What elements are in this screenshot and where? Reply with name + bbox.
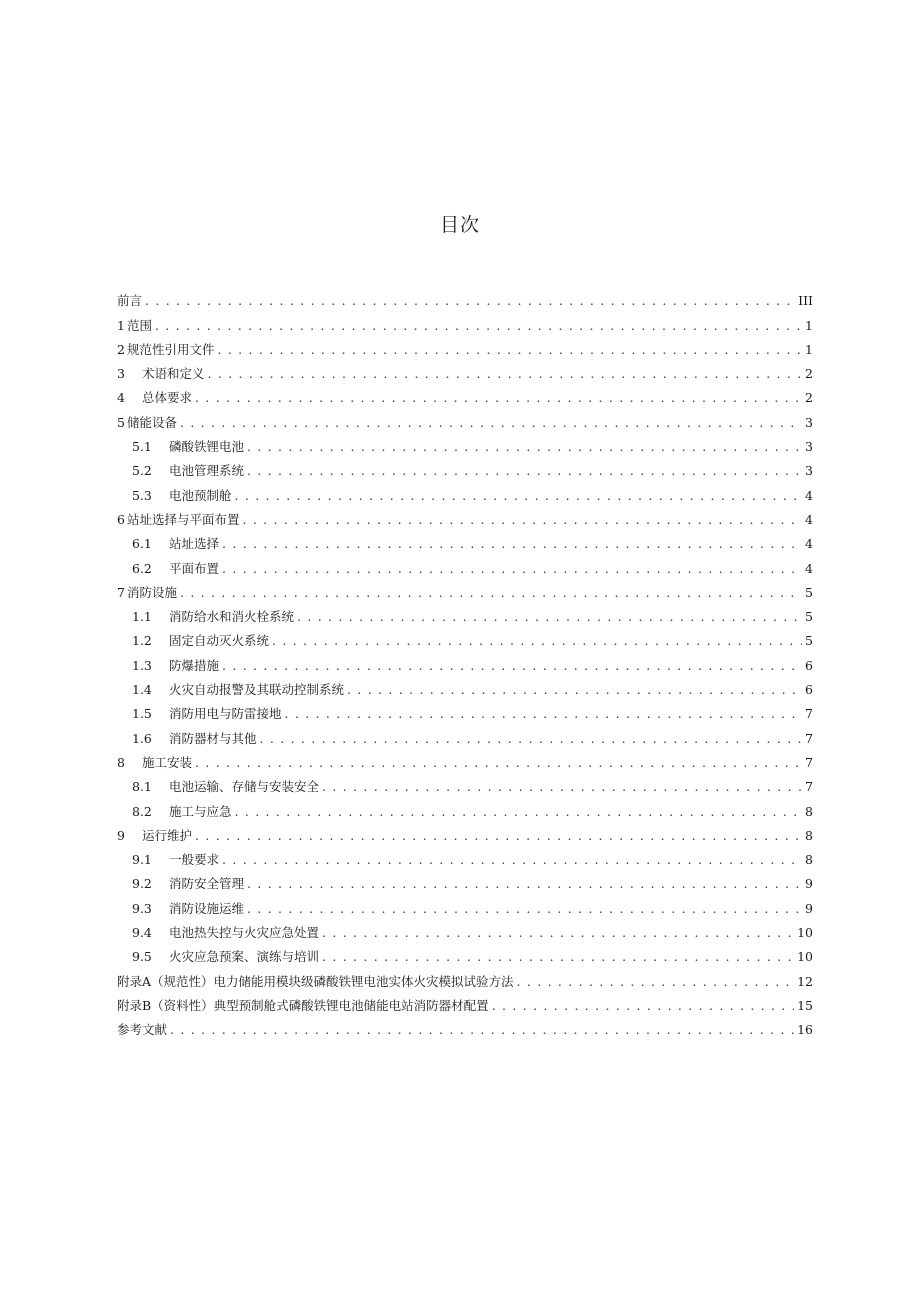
toc-label: 消防给水和消火栓系统 xyxy=(169,609,295,625)
toc-number: 9.2 xyxy=(132,876,152,892)
toc-number: 1.1 xyxy=(132,609,152,625)
toc-page: 9 xyxy=(805,876,813,892)
toc-page: 4 xyxy=(805,511,813,527)
toc-entry[interactable] xyxy=(117,285,813,309)
toc-entry[interactable] xyxy=(117,868,813,892)
toc-page: III xyxy=(798,293,813,309)
toc-number: 7 xyxy=(117,584,125,600)
toc-entry[interactable] xyxy=(117,722,813,746)
toc-number: 1.3 xyxy=(132,657,152,673)
toc-page: 4 xyxy=(805,487,813,503)
toc-entry[interactable] xyxy=(117,892,813,916)
toc-label: 施工与应急 xyxy=(169,803,232,819)
toc-entry[interactable] xyxy=(117,528,813,552)
toc-label: 规范性引用文件 xyxy=(126,341,215,357)
toc-entry[interactable] xyxy=(117,649,813,673)
toc-page: 8 xyxy=(805,852,813,868)
toc-number: 6 xyxy=(117,511,125,527)
toc-number: 5 xyxy=(117,414,125,430)
toc-label: 防爆措施 xyxy=(169,657,220,673)
toc-label: 一般要求 xyxy=(169,852,220,868)
toc-entry[interactable] xyxy=(117,771,813,795)
toc-label: 参考文献 xyxy=(117,1022,168,1038)
toc-number: 3 xyxy=(117,366,125,382)
toc-entry[interactable] xyxy=(117,382,813,406)
toc-entry[interactable] xyxy=(117,479,813,503)
toc-entry[interactable] xyxy=(117,990,813,1014)
toc-page: 9 xyxy=(805,900,813,916)
toc-page: 10 xyxy=(797,925,813,941)
page-title: 目次 xyxy=(439,214,480,236)
toc-page: 6 xyxy=(805,657,813,673)
toc-page: 7 xyxy=(805,779,813,795)
toc-number: 1.2 xyxy=(132,633,152,649)
toc-page: 4 xyxy=(805,560,813,576)
toc-number: 9.5 xyxy=(132,949,152,965)
toc-number: 6.2 xyxy=(132,560,152,576)
toc-entry[interactable] xyxy=(117,965,813,989)
toc-number: 8.1 xyxy=(132,779,152,795)
toc-label: 施工安装 xyxy=(142,754,193,770)
toc-entry[interactable] xyxy=(117,455,813,479)
toc-number: 9.4 xyxy=(132,925,152,941)
toc-label: 储能设备 xyxy=(126,414,177,430)
toc-number: 4 xyxy=(117,390,125,406)
toc-entry[interactable] xyxy=(117,334,813,358)
toc-page: 6 xyxy=(805,682,813,698)
toc-entry[interactable] xyxy=(117,406,813,430)
toc-entry[interactable] xyxy=(117,358,813,382)
toc-number: 1.5 xyxy=(132,706,152,722)
toc-page: 7 xyxy=(805,730,813,746)
toc-page: 4 xyxy=(805,536,813,552)
toc-entry[interactable] xyxy=(117,820,813,844)
toc-label: 消防设施 xyxy=(126,584,177,600)
toc-page: 3 xyxy=(805,463,813,479)
toc-number: 1.4 xyxy=(132,682,152,698)
toc-label: 站址选择 xyxy=(169,536,220,552)
toc-entry[interactable] xyxy=(117,844,813,868)
toc-page: 1 xyxy=(805,341,813,357)
toc-number: 6.1 xyxy=(132,536,152,552)
toc-page: 3 xyxy=(805,439,813,455)
toc-page: 2 xyxy=(805,366,813,382)
toc-page: 8 xyxy=(805,827,813,843)
toc-entry[interactable] xyxy=(117,504,813,528)
toc-number: 8 xyxy=(117,754,125,770)
toc-page: 12 xyxy=(797,973,813,989)
toc-number: 9 xyxy=(117,827,125,843)
toc-label: 磷酸铁锂电池 xyxy=(169,439,245,455)
toc-label: 消防安全管理 xyxy=(169,876,245,892)
toc-entry[interactable] xyxy=(117,698,813,722)
toc-label: 火灾应急预案、演练与培训 xyxy=(169,949,320,965)
toc-entry[interactable] xyxy=(117,625,813,649)
toc-page: 8 xyxy=(805,803,813,819)
toc-entry[interactable] xyxy=(117,552,813,576)
toc-label: 附录A（规范性）电力储能用模块级磷酸铁锂电池实体火灾模拟试验方法 xyxy=(117,973,514,989)
toc-number: 8.2 xyxy=(132,803,152,819)
toc-label: 范围 xyxy=(126,317,152,333)
toc-page: 16 xyxy=(797,1022,813,1038)
toc-number: 2 xyxy=(117,341,125,357)
toc-label: 术语和定义 xyxy=(142,366,205,382)
toc-page: 5 xyxy=(805,584,813,600)
toc-entry[interactable] xyxy=(117,431,813,455)
toc-label: 电池运输、存储与安装安全 xyxy=(169,779,320,795)
toc-number: 9.3 xyxy=(132,900,152,916)
toc-page: 10 xyxy=(797,949,813,965)
toc-label: 固定自动灭火系统 xyxy=(169,633,270,649)
toc-label: 消防器材与其他 xyxy=(169,730,257,746)
toc-page: 5 xyxy=(805,609,813,625)
toc-number: 5.1 xyxy=(132,439,152,455)
toc-label: 电池预制舱 xyxy=(169,487,232,503)
toc-label: 消防设施运维 xyxy=(169,900,245,916)
toc-number: 1 xyxy=(117,317,125,333)
toc-page: 2 xyxy=(805,390,813,406)
toc-label: 平面布置 xyxy=(169,560,220,576)
toc-entry[interactable] xyxy=(117,795,813,819)
table-of-contents xyxy=(117,285,813,1038)
toc-number: 1.6 xyxy=(132,730,152,746)
toc-entry[interactable] xyxy=(117,309,813,333)
toc-entry[interactable] xyxy=(117,747,813,771)
toc-number: 9.1 xyxy=(132,852,152,868)
toc-page: 15 xyxy=(797,997,813,1013)
toc-label: 火灾自动报警及其联动控制系统 xyxy=(169,682,345,698)
toc-number: 5.2 xyxy=(132,463,152,479)
toc-entry[interactable] xyxy=(117,601,813,625)
toc-entry[interactable] xyxy=(117,917,813,941)
toc-entry[interactable] xyxy=(117,941,813,965)
toc-page: 7 xyxy=(805,754,813,770)
toc-label: 前言 xyxy=(117,293,143,309)
toc-label: 电池管理系统 xyxy=(169,463,245,479)
toc-page: 1 xyxy=(805,317,813,333)
toc-page: 3 xyxy=(805,414,813,430)
toc-entry[interactable] xyxy=(117,577,813,601)
toc-label: 消防用电与防雷接地 xyxy=(169,706,282,722)
toc-page: 5 xyxy=(805,633,813,649)
toc-label: 附录B（资料性）典型预制舱式磷酸铁锂电池储能电站消防器材配置 xyxy=(117,997,489,1013)
toc-label: 运行维护 xyxy=(142,827,193,843)
toc-page: 7 xyxy=(805,706,813,722)
toc-number: 5.3 xyxy=(132,487,152,503)
toc-label: 总体要求 xyxy=(142,390,193,406)
toc-entry[interactable] xyxy=(117,1014,813,1038)
toc-entry[interactable] xyxy=(117,674,813,698)
toc-label: 站址选择与平面布置 xyxy=(126,511,240,527)
toc-label: 电池热失控与火灾应急处置 xyxy=(169,925,320,941)
